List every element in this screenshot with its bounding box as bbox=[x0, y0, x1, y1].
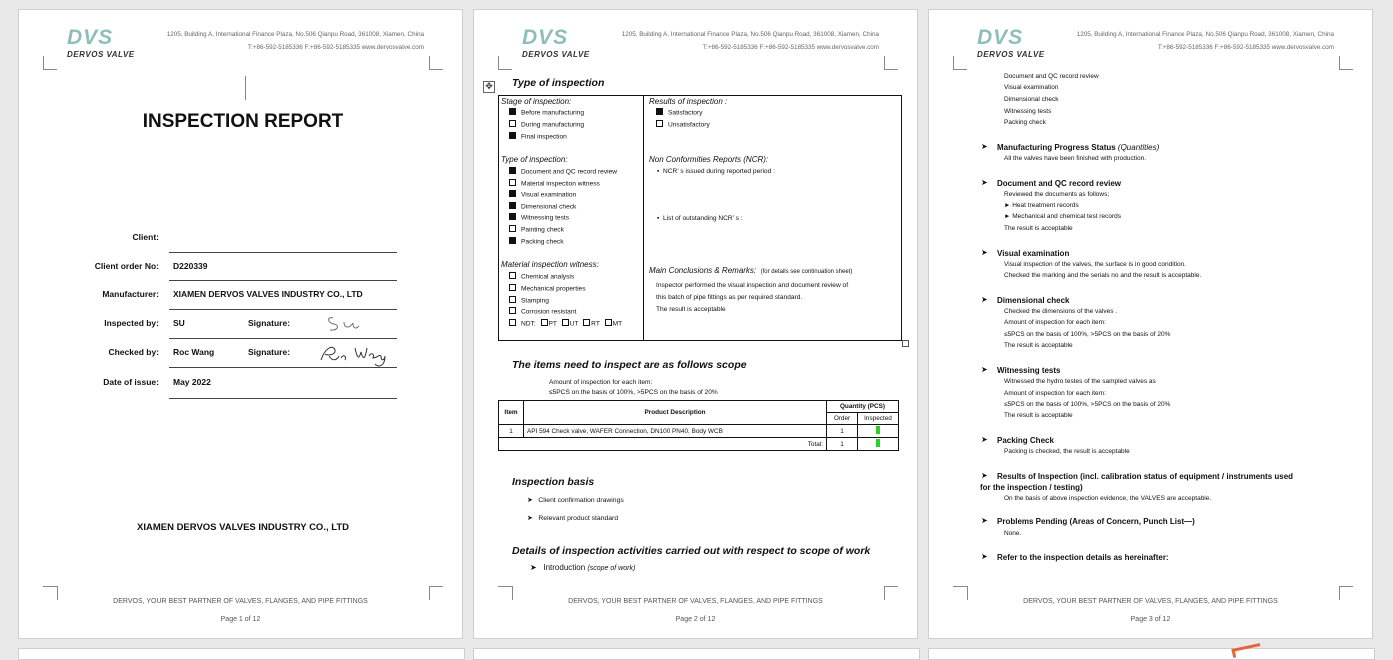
crop-mark bbox=[1339, 56, 1340, 70]
logo-mark: DVS bbox=[977, 26, 1024, 49]
type-item bbox=[509, 214, 569, 221]
material-item-label: Corrosion resistant bbox=[521, 308, 577, 316]
row-desc: API 594 Check valve, WAFER Connection, DN100 PN40, Body WCB bbox=[524, 425, 827, 438]
field-line bbox=[169, 367, 397, 368]
row-item: 1 bbox=[499, 425, 524, 438]
ndt-rt: RT bbox=[591, 320, 600, 328]
ndt-ut: UT bbox=[569, 320, 579, 328]
section-line: On the basis of above inspection evidence, the VALVES are acceptable. bbox=[1004, 495, 1212, 502]
signature-label: Signature: bbox=[248, 347, 291, 357]
scope-line: Document and QC record review bbox=[1004, 73, 1099, 80]
checkbox-checked[interactable] bbox=[509, 108, 516, 115]
checkbox-checked[interactable] bbox=[509, 213, 516, 220]
section-line: Visual inspection of the valves, the surface is in good condition. bbox=[1004, 261, 1186, 268]
type-heading: Type of inspection bbox=[512, 77, 605, 89]
crop-mark bbox=[43, 69, 57, 70]
stage-item bbox=[509, 109, 584, 116]
scope-line: Visual examination bbox=[1004, 84, 1059, 91]
stage-item-label: Final inspection bbox=[521, 133, 567, 141]
stage-title: Stage of inspection: bbox=[501, 97, 572, 106]
section-title: Refer to the inspection details as hereinafter: bbox=[997, 553, 1169, 562]
header-address: 1205, Building A, International Finance Plaza, No.506 Qianpu Road, 361008, Xiamen, China bbox=[621, 31, 879, 38]
type-item-label: Witnessing tests bbox=[521, 214, 570, 222]
footer-slogan: DERVOS, YOUR BEST PARTNER OF VALVES, FLANGES, AND PIPE FITTINGS bbox=[568, 598, 823, 605]
material-item bbox=[509, 273, 574, 280]
section-line: Packing is checked, the result is acceptable bbox=[1004, 448, 1130, 455]
ndt-mt: MT bbox=[612, 320, 623, 328]
conclusion-header bbox=[649, 260, 852, 278]
type-item bbox=[509, 203, 576, 210]
col-order-header: Order bbox=[827, 413, 858, 425]
dervos-logo bbox=[973, 26, 1045, 62]
type-item-label: Material inspection witness bbox=[521, 179, 600, 187]
conclusion-note: (for details see continuation sheet) bbox=[760, 269, 853, 275]
arrow-icon: ➤ bbox=[981, 552, 988, 561]
crop-mark bbox=[498, 586, 512, 587]
total-order: 1 bbox=[827, 438, 858, 451]
arrow-icon: ➤ bbox=[981, 142, 988, 151]
col-desc-header: Product Description bbox=[524, 401, 827, 425]
ndt-row bbox=[509, 320, 622, 327]
arrow-icon: ➤ bbox=[981, 178, 988, 187]
next-page-edge bbox=[928, 648, 1375, 660]
type-item bbox=[509, 180, 600, 187]
page-number: Page 1 of 12 bbox=[220, 616, 261, 623]
section-line: The result is acceptable bbox=[1004, 225, 1073, 232]
section-title: Results of Inspection (incl. calibration status of equipment / instruments used bbox=[997, 472, 1294, 481]
manufacturer-label: Manufacturer: bbox=[102, 289, 159, 299]
scope-line: ≤5PCS on the basis of 100%, >5PCS on the basis of 20% bbox=[549, 389, 718, 396]
ncr-title: Non Conformities Reports (NCR): bbox=[649, 155, 769, 164]
results-title: Results of inspection : bbox=[649, 97, 728, 106]
results-item-label: Unsatisfactory bbox=[668, 121, 710, 129]
checkbox-checked[interactable] bbox=[509, 237, 516, 244]
checkbox-unchecked[interactable] bbox=[656, 120, 663, 127]
crop-mark bbox=[1339, 69, 1353, 70]
ncr-item-1-text: NCR’ s issued during reported period : bbox=[663, 168, 775, 175]
next-page-edge bbox=[473, 648, 920, 660]
type-item-label: Dimensional check bbox=[521, 203, 577, 211]
conclusion-line: Inspector performed the visual inspection and document review of bbox=[656, 282, 849, 289]
section-title: Packing Check bbox=[997, 436, 1054, 445]
section-line: The result is acceptable bbox=[1004, 342, 1073, 349]
conclusion-line: The result is acceptable bbox=[656, 306, 726, 313]
intro-item bbox=[530, 563, 635, 572]
material-title: Material inspection witness: bbox=[501, 260, 599, 269]
conclusion-title: Main Conclusions & Remarks: bbox=[649, 266, 757, 275]
highlight-mark bbox=[876, 439, 880, 447]
material-item-label: Mechanical properties bbox=[521, 285, 586, 293]
section-line: ► Heat treatment records bbox=[1004, 202, 1079, 209]
section-line: Reviewed the documents as follows; bbox=[1004, 191, 1110, 198]
checkbox[interactable] bbox=[583, 319, 590, 326]
arrow-icon: ➤ bbox=[981, 248, 988, 257]
checkbox-checked[interactable] bbox=[509, 167, 516, 174]
checkbox-unchecked[interactable] bbox=[509, 296, 516, 303]
section-line: The result is acceptable bbox=[1004, 412, 1073, 419]
type-title: Type of inspection: bbox=[501, 155, 568, 164]
details-heading: Details of inspection activities carried out with respect to scope of work bbox=[512, 545, 871, 557]
type-item bbox=[509, 168, 617, 175]
header-contact: T:+86-592-5185336 F:+86-592-5185335 www.dervosvalve.com bbox=[247, 44, 424, 51]
checkbox-unchecked[interactable] bbox=[509, 272, 516, 279]
arrow-icon: ➤ bbox=[981, 295, 988, 304]
total-inspected bbox=[858, 438, 899, 451]
crop-mark bbox=[884, 586, 898, 587]
total-row bbox=[499, 438, 899, 451]
page-number: Page 2 of 12 bbox=[675, 616, 716, 623]
basis-item bbox=[527, 514, 618, 522]
checkbox[interactable] bbox=[509, 319, 516, 326]
dervos-logo bbox=[518, 26, 590, 62]
intro-note: (scope of work) bbox=[587, 565, 636, 572]
section-line: Amount of inspection for each item: bbox=[1004, 390, 1106, 397]
logo-name: DERVOS VALVE bbox=[522, 50, 590, 59]
table-row bbox=[499, 425, 899, 438]
crop-mark bbox=[43, 56, 44, 70]
page-number: Page 3 of 12 bbox=[1130, 616, 1171, 623]
basis-item-text: Client confirmation drawings bbox=[538, 497, 624, 504]
signature-roc-wang bbox=[315, 338, 395, 370]
dervos-logo bbox=[63, 26, 135, 62]
crop-mark bbox=[429, 69, 443, 70]
results-item-label: Satisfactory bbox=[668, 109, 703, 117]
checkbox-unchecked[interactable] bbox=[509, 120, 516, 127]
arrow-icon: ➤ bbox=[981, 435, 988, 444]
field-line bbox=[169, 398, 397, 399]
manufacturer-value: XIAMEN DERVOS VALVES INDUSTRY CO., LTD bbox=[173, 289, 363, 299]
material-item bbox=[509, 297, 549, 304]
footer-slogan: DERVOS, YOUR BEST PARTNER OF VALVES, FLANGES, AND PIPE FITTINGS bbox=[113, 598, 368, 605]
crop-mark bbox=[953, 56, 954, 70]
signature-su bbox=[325, 310, 365, 336]
checked-label: Checked by: bbox=[108, 347, 159, 357]
ncr-item-1: ▪ NCR’ s issued during reported period : bbox=[657, 168, 775, 175]
inspected-label: Inspected by: bbox=[104, 318, 159, 328]
table-move-handle-icon[interactable]: ✥ bbox=[483, 81, 495, 93]
crop-mark bbox=[884, 69, 898, 70]
checkbox-unchecked[interactable] bbox=[509, 225, 516, 232]
crop-mark bbox=[498, 69, 512, 70]
checkbox-checked[interactable] bbox=[509, 132, 516, 139]
logo-mark: DVS bbox=[522, 26, 569, 49]
section-title-note: (Quantities) bbox=[1117, 143, 1160, 152]
section-title: Witnessing tests bbox=[997, 366, 1061, 375]
material-item-label: Chemical analysis bbox=[521, 273, 575, 281]
stage-item bbox=[509, 121, 584, 128]
header-contact: T:+86-592-5185336 F:+86-592-5185335 www.dervosvalve.com bbox=[1157, 44, 1334, 51]
logo-mark: DVS bbox=[67, 26, 114, 49]
type-item-label: Visual examination bbox=[521, 191, 577, 199]
header-address: 1205, Building A, International Finance Plaza, No.506 Qianpu Road, 361008, Xiamen, China bbox=[166, 31, 424, 38]
report-page-1 bbox=[18, 9, 463, 639]
inspected-value: SU bbox=[173, 318, 185, 328]
section-line: Witnessed the hydro testes of the sampled valves as bbox=[1004, 378, 1156, 385]
stage-item-label: During manufacturing bbox=[521, 121, 585, 129]
crop-mark bbox=[498, 56, 499, 70]
intro-label: Introduction bbox=[543, 563, 586, 572]
arrow-icon: ➤ bbox=[981, 365, 988, 374]
ndt-pt: PT bbox=[548, 320, 557, 328]
logo-name: DERVOS VALVE bbox=[977, 50, 1045, 59]
checkbox-checked[interactable] bbox=[509, 202, 516, 209]
type-item-label: Painting check bbox=[521, 226, 564, 234]
total-label: Total: bbox=[524, 438, 827, 451]
material-item-label: Stamping bbox=[521, 296, 549, 304]
section-title-cont: for the inspection / testing) bbox=[980, 483, 1083, 492]
section-line: All the valves have been finished with production. bbox=[1004, 155, 1147, 162]
checkbox-checked[interactable] bbox=[656, 108, 663, 115]
page-title: INSPECTION REPORT bbox=[142, 111, 344, 132]
crop-mark bbox=[953, 586, 967, 587]
section-line: ≤5PCS on the basis of 100%, >5PCS on the basis of 20% bbox=[1004, 331, 1171, 338]
basis-item-text: Relevant product standard bbox=[538, 515, 619, 522]
type-item bbox=[509, 238, 564, 245]
section-line: ≤5PCS on the basis of 100%, >5PCS on the basis of 20% bbox=[1004, 401, 1171, 408]
checkbox-unchecked[interactable] bbox=[509, 179, 516, 186]
section-line: None. bbox=[1004, 530, 1022, 537]
logo-name: DERVOS VALVE bbox=[67, 50, 135, 59]
section-line: Checked the dimensions of the valves . bbox=[1004, 308, 1118, 315]
checkbox-unchecked[interactable] bbox=[509, 307, 516, 314]
section-title: Dimensional check bbox=[997, 296, 1070, 305]
report-page-3 bbox=[928, 9, 1373, 639]
section-title: Document and QC record review bbox=[997, 179, 1122, 188]
section-title: Visual examination bbox=[997, 249, 1070, 258]
col-item-header: Item bbox=[499, 401, 524, 425]
cursor-mark bbox=[245, 76, 246, 100]
row-order: 1 bbox=[827, 425, 858, 438]
checkbox-unchecked[interactable] bbox=[509, 284, 516, 291]
header-address: 1205, Building A, International Finance Plaza, No.506 Qianpu Road, 361008, Xiamen, China bbox=[1076, 31, 1334, 38]
signature-label: Signature: bbox=[248, 318, 291, 328]
stage-item-label: Before manufacturing bbox=[521, 109, 585, 117]
row-inspected bbox=[858, 425, 899, 438]
arrow-icon: ➤ bbox=[981, 516, 988, 525]
highlight-mark bbox=[876, 426, 880, 434]
scope-heading: The items need to inspect are as follows scope bbox=[512, 359, 747, 371]
date-label: Date of issue: bbox=[103, 377, 159, 387]
arrow-icon: ➤ bbox=[527, 497, 533, 504]
results-item bbox=[656, 109, 702, 116]
type-item bbox=[509, 191, 576, 198]
report-page-2 bbox=[473, 9, 918, 639]
basis-heading: Inspection basis bbox=[512, 476, 595, 488]
scope-line: Amount of inspection for each item: bbox=[549, 379, 653, 386]
checkbox[interactable] bbox=[562, 319, 569, 326]
header-contact: T:+86-592-5185336 F:+86-592-5185335 www.dervosvalve.com bbox=[702, 44, 879, 51]
section-title-text: Manufacturing Progress Status bbox=[997, 143, 1116, 152]
client-label: Client: bbox=[132, 232, 159, 242]
ndt-label: NDT: bbox=[521, 320, 536, 328]
crop-mark bbox=[884, 56, 885, 70]
section-line: Amount of inspection for each item: bbox=[1004, 319, 1106, 326]
crop-mark bbox=[953, 69, 967, 70]
material-item bbox=[509, 308, 576, 315]
crop-mark bbox=[429, 586, 443, 587]
crop-mark bbox=[43, 586, 57, 587]
results-item bbox=[656, 121, 710, 128]
date-value: May 2022 bbox=[173, 377, 211, 387]
arrow-icon: ➤ bbox=[530, 563, 537, 572]
checkbox-checked[interactable] bbox=[509, 190, 516, 197]
field-line bbox=[169, 252, 397, 253]
field-line bbox=[169, 280, 397, 281]
checkbox[interactable] bbox=[605, 319, 612, 326]
crop-mark bbox=[429, 56, 430, 70]
section-line: Checked the marking and the serials no and the result is acceptable. bbox=[1004, 272, 1202, 279]
conclusion-line: this batch of pipe fittings as per required standard. bbox=[656, 294, 803, 301]
arrow-icon: ➤ bbox=[527, 515, 533, 522]
ncr-item-2: ▪ List of outstanding NCR’ s : bbox=[657, 215, 743, 222]
section-title: Problems Pending (Areas of Concern, Punch List—) bbox=[997, 517, 1195, 526]
next-page-edge bbox=[18, 648, 465, 660]
footer-slogan: DERVOS, YOUR BEST PARTNER OF VALVES, FLANGES, AND PIPE FITTINGS bbox=[1023, 598, 1278, 605]
checkbox[interactable] bbox=[541, 319, 548, 326]
col-inspected-header: Inspected bbox=[858, 413, 899, 425]
material-item bbox=[509, 285, 586, 292]
scope-line: Packing check bbox=[1004, 119, 1046, 126]
crop-mark bbox=[1339, 586, 1353, 587]
checked-value: Roc Wang bbox=[173, 347, 215, 357]
arrow-icon: ➤ bbox=[981, 471, 988, 480]
col-qty-header: Quantity (PCS) bbox=[827, 401, 899, 413]
type-item-label: Document and QC record review bbox=[521, 168, 618, 176]
table-divider bbox=[643, 95, 644, 341]
table-resize-handle[interactable] bbox=[902, 340, 909, 347]
section-line: ► Mechanical and chemical test records bbox=[1004, 213, 1121, 220]
stage-item bbox=[509, 133, 567, 140]
items-table bbox=[498, 400, 899, 451]
type-item-label: Packing check bbox=[521, 237, 564, 245]
scope-line: Dimensional check bbox=[1004, 96, 1059, 103]
scope-line: Witnessing tests bbox=[1004, 108, 1052, 115]
type-item bbox=[509, 226, 564, 233]
order-value: D220339 bbox=[173, 261, 208, 271]
order-label: Client order No: bbox=[94, 261, 159, 271]
ncr-item-2-text: List of outstanding NCR’ s : bbox=[663, 215, 743, 222]
section-title bbox=[997, 143, 1159, 152]
company-name: XIAMEN DERVOS VALVES INDUSTRY CO., LTD bbox=[136, 522, 349, 533]
basis-item bbox=[527, 496, 624, 504]
